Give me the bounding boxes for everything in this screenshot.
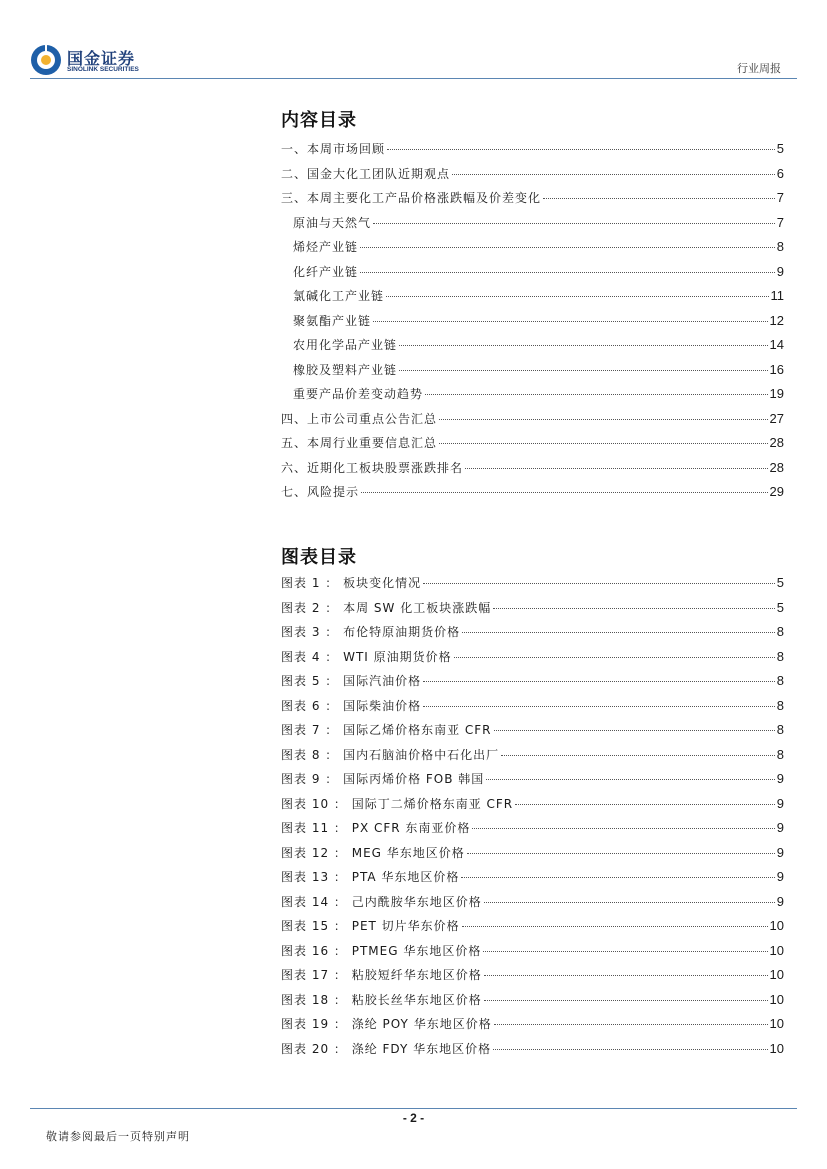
page-number: - 2 - — [402, 1111, 425, 1125]
toc-entry[interactable] — [281, 385, 784, 410]
contents-list — [281, 140, 784, 508]
toc-entry-label: 图表 17 ： 粘胶短纤华东地区价格 — [281, 968, 482, 982]
toc-entry-page: 8 — [776, 722, 784, 737]
toc-entry-label: 图表 16 ： PTMEG 华东地区价格 — [281, 943, 482, 958]
toc-entry-page: 8 — [776, 697, 784, 713]
dot-leader — [494, 1024, 768, 1025]
toc-entry[interactable] — [281, 893, 784, 918]
toc-entry[interactable] — [281, 770, 784, 795]
toc-entry[interactable] — [281, 287, 784, 312]
toc-entry-label: 图表 2 ： 本周 SW 化工板块涨跌幅 — [281, 600, 492, 615]
toc-entry-page: 27 — [769, 410, 784, 426]
toc-entry[interactable] — [281, 917, 784, 942]
toc-entry[interactable] — [281, 140, 784, 165]
dot-leader — [486, 779, 774, 780]
toc-entry-label: 图表 6 ： 国际柴油价格 — [281, 698, 422, 713]
toc-entry-label: 图表 12 ： MEG 华东地区价格 — [281, 845, 465, 860]
toc-entry[interactable] — [281, 672, 784, 697]
toc-entry-label: 五、本周行业重要信息汇总 — [281, 436, 438, 450]
toc-entry-label: 橡胶及塑料产业链 — [293, 362, 398, 377]
toc-entry-page: 11 — [770, 288, 784, 303]
toc-entry-label: 图表 10 ： 国际丁二烯价格东南亚 CFR — [281, 796, 514, 811]
header-divider — [30, 78, 797, 79]
toc-entry[interactable] — [281, 868, 784, 893]
toc-entry-page: 16 — [769, 361, 784, 377]
toc-entry-page: 9 — [776, 893, 784, 909]
dot-leader — [387, 149, 775, 150]
dot-leader — [484, 975, 768, 976]
dot-leader — [386, 296, 768, 297]
dot-leader — [465, 468, 768, 469]
toc-entry-label: 四、上市公司重点公告汇总 — [281, 411, 438, 426]
toc-entry-page: 9 — [776, 795, 784, 811]
dot-leader — [501, 755, 775, 756]
toc-entry-label: 图表 13 ： PTA 华东地区价格 — [281, 870, 460, 884]
toc-entry-label: 三、本周主要化工产品价格涨跌幅及价差变化 — [281, 191, 542, 205]
toc-entry[interactable] — [281, 361, 784, 386]
toc-entry-label: 图表 14 ： 己内酰胺华东地区价格 — [281, 894, 482, 909]
toc-entry[interactable] — [281, 795, 784, 820]
toc-entry-label: 图表 4 ： WTI 原油期货价格 — [281, 649, 452, 664]
dot-leader — [439, 443, 768, 444]
toc-entry-label: 图表 20 ： 涤纶 FDY 华东地区价格 — [281, 1041, 492, 1056]
toc-entry[interactable] — [281, 263, 784, 288]
toc-entry-page: 10 — [769, 942, 784, 958]
dot-leader — [494, 730, 775, 731]
toc-entry-label: 图表 8 ： 国内石脑油价格中石化出厂 — [281, 747, 500, 762]
toc-entry[interactable] — [281, 819, 784, 844]
toc-entry-page: 6 — [776, 165, 784, 181]
dot-leader — [493, 608, 775, 609]
toc-entry[interactable] — [281, 214, 784, 239]
toc-entry-page: 9 — [776, 771, 784, 786]
toc-entry-label: 七、风险提示 — [281, 485, 360, 499]
toc-entry-label: 图表 11 ： PX CFR 东南亚价格 — [281, 821, 471, 835]
toc-entry-label: 原油与天然气 — [293, 215, 372, 230]
toc-entry-label: 聚氨酯产业链 — [293, 313, 372, 328]
toc-entry-page: 8 — [776, 673, 784, 688]
report-type-label: 行业周报 — [737, 62, 781, 75]
toc-entry-page: 29 — [769, 484, 784, 499]
dot-leader — [360, 272, 775, 273]
toc-entry-page: 10 — [769, 1040, 784, 1056]
toc-entry-page: 7 — [776, 190, 784, 205]
dot-leader — [399, 345, 768, 346]
toc-entry-label: 图表 18 ： 粘胶长丝华东地区价格 — [281, 992, 482, 1007]
toc-entry[interactable] — [281, 434, 784, 459]
toc-entry-page: 19 — [769, 386, 784, 401]
toc-entry-page: 7 — [776, 214, 784, 230]
dot-leader — [483, 951, 767, 952]
toc-entry[interactable] — [281, 238, 784, 263]
toc-entry[interactable] — [281, 623, 784, 648]
toc-entry[interactable] — [281, 312, 784, 337]
disclaimer-note: 敬请参阅最后一页特别声明 — [46, 1130, 190, 1143]
toc-entry-page: 8 — [776, 624, 784, 639]
toc-entry[interactable] — [281, 844, 784, 869]
toc-entry[interactable] — [281, 189, 784, 214]
toc-entry-page: 10 — [769, 967, 784, 982]
dot-leader — [423, 706, 775, 707]
toc-entry-page: 9 — [776, 820, 784, 835]
toc-entry[interactable] — [281, 483, 784, 508]
toc-entry-label: 重要产品价差变动趋势 — [293, 387, 424, 401]
dot-leader — [425, 394, 768, 395]
figures-title: 图表目录 — [281, 547, 357, 568]
toc-entry-page: 5 — [776, 141, 784, 156]
toc-entry[interactable] — [281, 721, 784, 746]
dot-leader — [399, 370, 768, 371]
toc-entry-label: 六、近期化工板块股票涨跌排名 — [281, 460, 464, 475]
dot-leader — [439, 419, 768, 420]
dot-leader — [472, 828, 774, 829]
dot-leader — [484, 902, 775, 903]
dot-leader — [423, 583, 775, 584]
dot-leader — [454, 657, 775, 658]
toc-entry[interactable] — [281, 991, 784, 1016]
toc-entry[interactable] — [281, 648, 784, 673]
dot-leader — [423, 681, 775, 682]
toc-entry-label: 氯碱化工产业链 — [293, 289, 385, 303]
toc-entry-page: 8 — [776, 239, 784, 254]
toc-entry-label: 图表 19 ： 涤纶 POY 华东地区价格 — [281, 1017, 492, 1031]
dot-leader — [373, 223, 775, 224]
toc-entry[interactable] — [281, 165, 784, 190]
logo-chinese-name: 国金证券 — [67, 49, 136, 68]
toc-entry[interactable] — [281, 746, 784, 771]
sinolink-logo-icon — [30, 44, 62, 76]
dot-leader — [493, 1049, 767, 1050]
toc-entry[interactable] — [281, 459, 784, 484]
toc-entry[interactable] — [281, 1015, 784, 1040]
toc-entry-label: 图表 7 ： 国际乙烯价格东南亚 CFR — [281, 723, 492, 737]
dot-leader — [452, 174, 775, 175]
figures-list — [281, 574, 784, 1064]
toc-entry-label: 图表 1 ： 板块变化情况 — [281, 576, 422, 590]
toc-entry[interactable] — [281, 410, 784, 435]
dot-leader — [461, 877, 774, 878]
toc-entry-label: 图表 5 ： 国际汽油价格 — [281, 674, 422, 688]
toc-entry-page: 9 — [776, 869, 784, 884]
toc-entry-label: 农用化学品产业链 — [293, 338, 398, 352]
dot-leader — [484, 1000, 768, 1001]
toc-entry-label: 图表 15 ： PET 切片华东价格 — [281, 919, 460, 933]
toc-entry-page: 10 — [769, 991, 784, 1007]
footer-divider — [30, 1108, 797, 1109]
toc-entry-page: 5 — [776, 575, 784, 590]
dot-leader — [515, 804, 775, 805]
toc-entry[interactable] — [281, 942, 784, 967]
toc-entry-page: 9 — [776, 263, 784, 279]
toc-entry-page: 9 — [776, 844, 784, 860]
toc-entry-page: 12 — [769, 312, 784, 328]
toc-entry-label: 图表 9 ： 国际丙烯价格 FOB 韩国 — [281, 772, 485, 786]
toc-entry-page: 28 — [769, 435, 784, 450]
toc-entry[interactable] — [281, 1040, 784, 1065]
toc-entry-page: 8 — [776, 648, 784, 664]
toc-entry-page: 28 — [769, 459, 784, 475]
dot-leader — [361, 492, 768, 493]
dot-leader — [462, 926, 768, 927]
toc-entry[interactable] — [281, 599, 784, 624]
toc-entry-label: 二、国金大化工团队近期观点 — [281, 166, 451, 181]
toc-entry-page: 10 — [769, 1016, 784, 1031]
dot-leader — [373, 321, 768, 322]
toc-entry-label: 一、本周市场回顾 — [281, 142, 386, 156]
toc-entry-page: 10 — [769, 918, 784, 933]
dot-leader — [462, 632, 775, 633]
dot-leader — [543, 198, 775, 199]
toc-entry-page: 5 — [776, 599, 784, 615]
dot-leader — [360, 247, 775, 248]
toc-entry-label: 烯烃产业链 — [293, 240, 359, 254]
toc-entry[interactable] — [281, 574, 784, 599]
toc-entry-page: 8 — [776, 746, 784, 762]
toc-entry-label: 化纤产业链 — [293, 264, 359, 279]
toc-entry[interactable] — [281, 966, 784, 991]
logo-english-name: SINOLINK SECURITIES — [67, 66, 139, 73]
toc-entry[interactable] — [281, 697, 784, 722]
contents-title: 内容目录 — [281, 110, 357, 131]
dot-leader — [467, 853, 775, 854]
toc-entry[interactable] — [281, 336, 784, 361]
toc-entry-page: 14 — [769, 337, 784, 352]
toc-entry-label: 图表 3 ： 布伦特原油期货价格 — [281, 625, 461, 639]
